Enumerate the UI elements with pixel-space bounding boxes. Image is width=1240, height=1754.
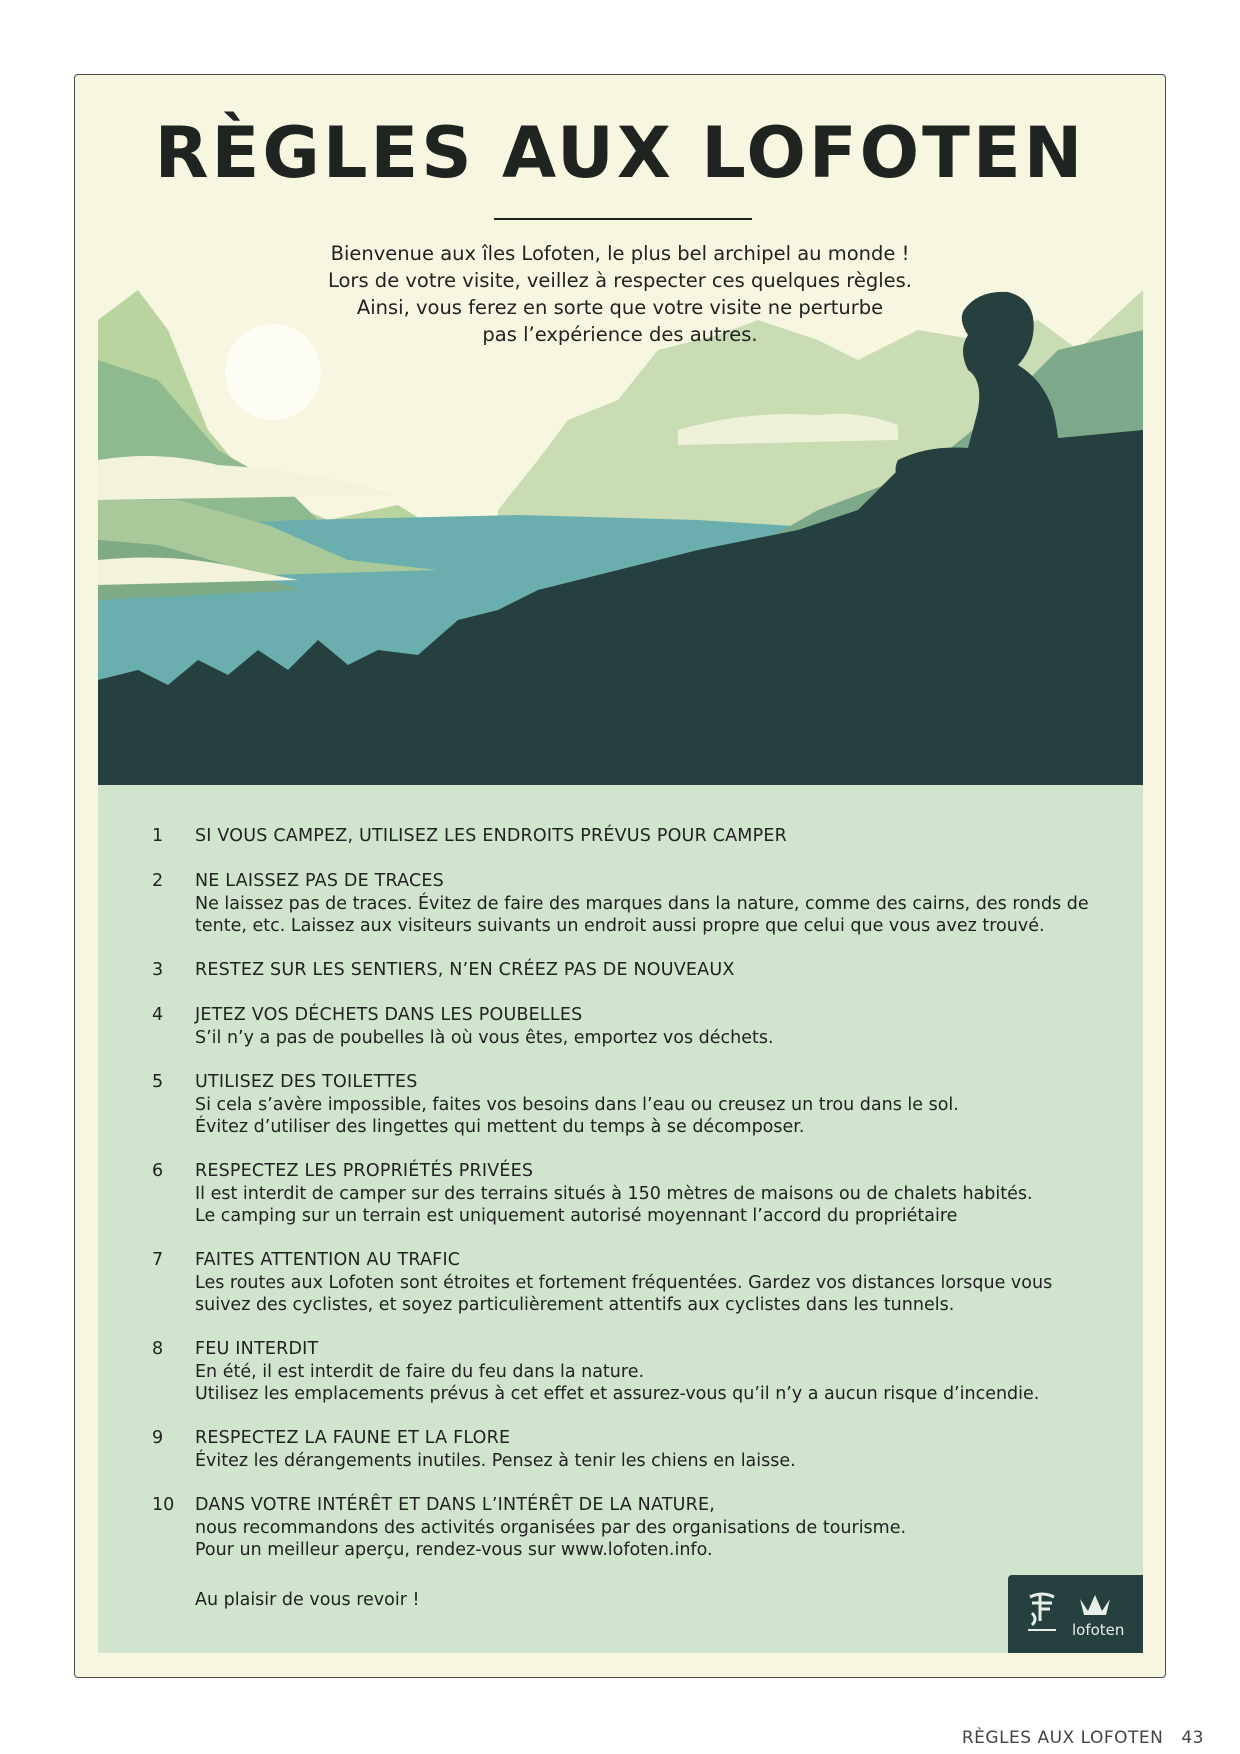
rule-text: Si cela s’avère impossible, faites vos besoins dans l’eau ou creusez un trou dans le sol.	[195, 1094, 959, 1115]
rule-number: 9	[152, 1428, 164, 1448]
rule-text: Évitez les dérangements inutiles. Pensez à tenir les chiens en laisse.	[195, 1450, 796, 1471]
footer-section-title: RÈGLES AUX LOFOTEN	[961, 1728, 1164, 1748]
rule-number: 3	[152, 960, 164, 980]
rule-heading: DANS VOTRE INTÉRÊT ET DANS L’INTÉRÊT DE LA NATURE,	[195, 1495, 716, 1515]
closing-text: Au plaisir de vous revoir !	[195, 1590, 420, 1610]
title-divider	[494, 218, 752, 220]
rule-heading: RESPECTEZ LA FAUNE ET LA FLORE	[195, 1428, 511, 1448]
rule-heading: RESTEZ SUR LES SENTIERS, N’EN CRÉEZ PAS DE NOUVEAUX	[195, 960, 735, 980]
rule-heading: JETEZ VOS DÉCHETS DANS LES POUBELLES	[195, 1005, 583, 1025]
rule-text: Pour un meilleur aperçu, rendez-vous sur www.lofoten.info.	[195, 1540, 713, 1560]
landscape-illustration	[98, 290, 1143, 785]
rule-heading: NE LAISSEZ PAS DE TRACES	[195, 871, 444, 891]
rule-text: Le camping sur un terrain est uniquement autorisé moyennant l’accord du propriétaire	[195, 1206, 958, 1226]
rule-number: 7	[152, 1250, 164, 1270]
page-title: RÈGLES AUX LOFOTEN	[154, 112, 1086, 194]
rule-body	[195, 1071, 1095, 1139]
rule-text: suivez des cyclistes, et soyez particulièrement attentifs aux cyclistes dans les tunnels.	[195, 1295, 955, 1315]
rule-text: Il est interdit de camper sur des terrains situés à 150 mètres de maisons ou de chalets habités.	[195, 1183, 1033, 1204]
rule-number: 1	[152, 826, 164, 846]
page-footer	[962, 1728, 1204, 1748]
rule-number: 6	[152, 1161, 164, 1181]
rule-heading: RESPECTEZ LES PROPRIÉTÉS PRIVÉES	[195, 1161, 534, 1181]
intro-line: Lors de votre visite, veillez à respecter ces quelques règles.	[327, 269, 912, 292]
rule-body	[195, 1427, 1095, 1472]
rule-heading: SI VOUS CAMPEZ, UTILISEZ LES ENDROITS PRÉVUS POUR CAMPER	[195, 826, 787, 846]
rule-text: Les routes aux Lofoten sont étroites et fortement fréquentées. Gardez vos distances lorsque vous	[195, 1272, 1053, 1293]
rule-text: nous recommandons des activités organisées par des organisations de tourisme.	[195, 1517, 907, 1538]
rule-body	[195, 1249, 1095, 1317]
rule-body	[195, 1160, 1095, 1228]
lofoten-friluftsrad-icon	[1026, 1591, 1058, 1635]
rule-text: Ne laissez pas de traces. Évitez de faire des marques dans la nature, comme des cairns, des ronds de	[195, 893, 1089, 914]
logo-box	[1008, 1575, 1143, 1653]
rule-body	[195, 1338, 1095, 1406]
rule-heading: FAITES ATTENTION AU TRAFIC	[195, 1250, 461, 1270]
crown-icon	[1078, 1589, 1112, 1617]
rules-panel	[98, 785, 1143, 1653]
intro-line: pas l’expérience des autres.	[482, 323, 758, 346]
rule-heading: FEU INTERDIT	[195, 1339, 319, 1359]
rule-number: 8	[152, 1339, 164, 1359]
rule-text: Évitez d’utiliser des lingettes qui mettent du temps à se décomposer.	[195, 1117, 805, 1137]
rule-number: 2	[152, 871, 164, 891]
intro-text	[290, 240, 950, 348]
rule-body	[195, 825, 1095, 848]
rule-text: En été, il est interdit de faire du feu dans la nature.	[195, 1361, 645, 1382]
rule-text: Utilisez les emplacements prévus à cet effet et assurez-vous qu’il n’y a aucun risque d’incendie.	[195, 1384, 1040, 1404]
rule-number: 5	[152, 1072, 164, 1092]
rule-body	[195, 1494, 1095, 1562]
intro-line: Bienvenue aux îles Lofoten, le plus bel archipel au monde !	[330, 242, 910, 265]
rule-text: S’il n’y a pas de poubelles là où vous êtes, emportez vos déchets.	[195, 1027, 774, 1048]
rule-number: 10	[152, 1495, 175, 1515]
rule-body	[195, 870, 1095, 938]
rule-text: tente, etc. Laissez aux visiteurs suivants un endroit aussi propre que celui que vous avez trouvé.	[195, 916, 1045, 936]
rule-body	[195, 1004, 1095, 1049]
logo-brand-text: lofoten	[1072, 1621, 1125, 1639]
intro-line: Ainsi, vous ferez en sorte que votre visite ne perturbe	[356, 296, 884, 319]
footer-page-number: 43	[1181, 1728, 1204, 1748]
rule-body	[195, 959, 1095, 982]
rule-heading: UTILISEZ DES TOILETTES	[195, 1072, 418, 1092]
rule-number: 4	[152, 1005, 164, 1025]
